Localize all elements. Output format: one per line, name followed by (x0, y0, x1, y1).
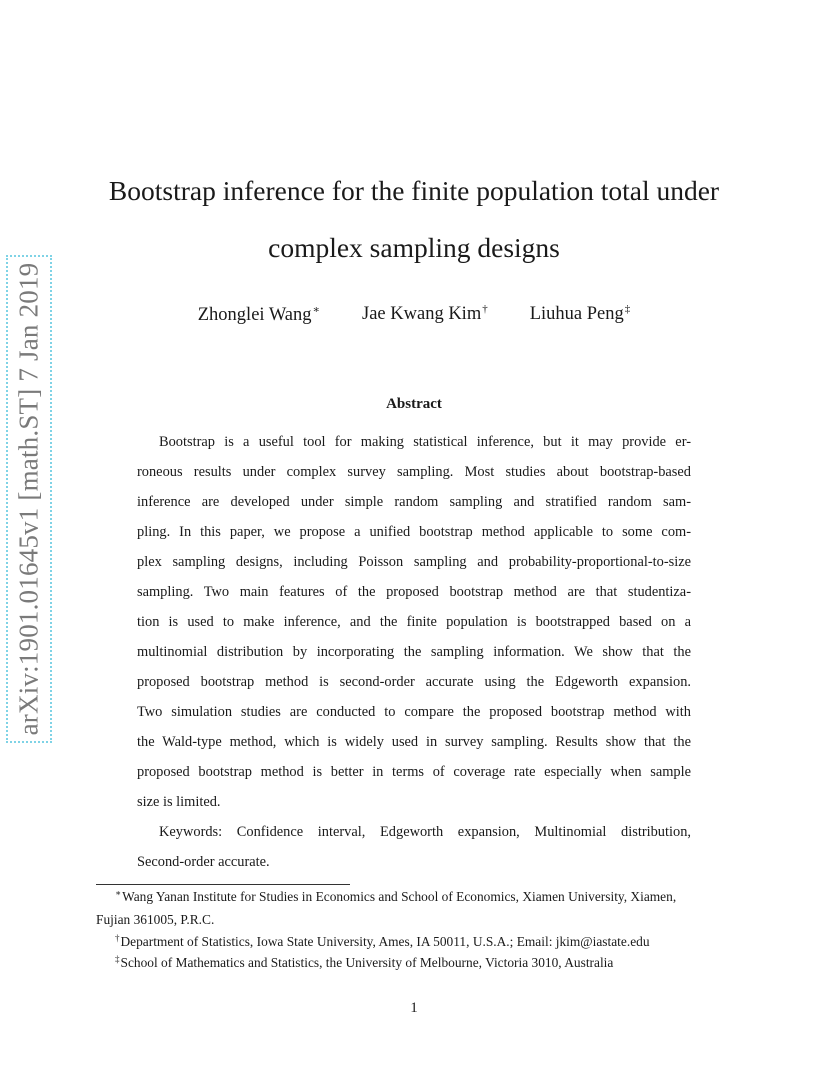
abstract-line: inference are developed under simple random sampling and stratified random sam- (137, 494, 691, 510)
abstract-line: tion is used to make inference, and the finite population is bootstrapped based on a (137, 614, 691, 630)
author-2: Jae Kwang Kim† (362, 303, 488, 324)
footnote-1-line-2: Fujian 361005, P.R.C. (96, 912, 215, 927)
abstract-heading: Abstract (386, 396, 442, 412)
abstract-line: Two simulation studies are conducted to compare the proposed bootstrap method with (137, 704, 691, 720)
abstract-line: proposed bootstrap method is better in terms of coverage rate especially when sample (137, 764, 691, 780)
abstract-line: multinomial distribution by incorporating the sampling information. We show that the (137, 644, 691, 660)
page-number: 1 (410, 1000, 418, 1016)
keywords-line-1: Keywords: Confidence interval, Edgeworth expansion, Multinomial distribution, (159, 824, 691, 840)
footnote-3-mark: ‡ (115, 954, 120, 964)
arxiv-stamp-text: arXiv:1901.01645v1 [math.ST] 7 Jan 2019 (13, 262, 44, 736)
abstract-line: pling. In this paper, we propose a unified bootstrap method applicable to some com- (137, 524, 691, 540)
author-3: Liuhua Peng‡ (529, 303, 631, 324)
abstract-line: size is limited. (137, 794, 221, 810)
author-2-mark: † (482, 303, 488, 315)
abstract-line: Bootstrap is a useful tool for making statistical inference, but it may provide er- (159, 434, 691, 450)
paper-title-line-2: complex sampling designs (268, 232, 560, 263)
footnote-rule (96, 884, 350, 885)
author-3-mark: ‡ (624, 303, 631, 315)
footnote-2-mark: † (115, 933, 120, 943)
paper-title-line-1: Bootstrap inference for the finite population total under (108, 175, 720, 206)
abstract-line: plex sampling designs, including Poisson sampling and probability-proportional-to-size (137, 554, 691, 570)
arxiv-stamp (6, 255, 52, 743)
abstract-line: proposed bootstrap method is second-order accurate using the Edgeworth expansion. (137, 674, 691, 690)
author-list (0, 303, 828, 326)
abstract-line: roneous results under complex survey sampling. Most studies about bootstrap-based (137, 464, 691, 480)
author-1-mark: ∗ (312, 304, 321, 316)
author-1: Zhonglei Wang∗ (197, 304, 321, 325)
abstract-line: sampling. Two main features of the proposed bootstrap method are that studentiza- (137, 584, 691, 600)
footnote-1-mark: ∗ (115, 888, 122, 898)
abstract-line: the Wald-type method, which is widely used in survey sampling. Results show that the (137, 734, 691, 750)
footnote-1-line-1: ∗Wang Yanan Institute for Studies in Economics and School of Economics, Xiamen University, Xiamen, (115, 888, 677, 904)
footnote-3: ‡School of Mathematics and Statistics, the University of Melbourne, Victoria 3010, Australia (115, 954, 614, 970)
keywords-line-2: Second-order accurate. (137, 854, 270, 870)
footnote-2: †Department of Statistics, Iowa State University, Ames, IA 50011, U.S.A.; Email: jkim@iastate.edu (115, 933, 650, 949)
